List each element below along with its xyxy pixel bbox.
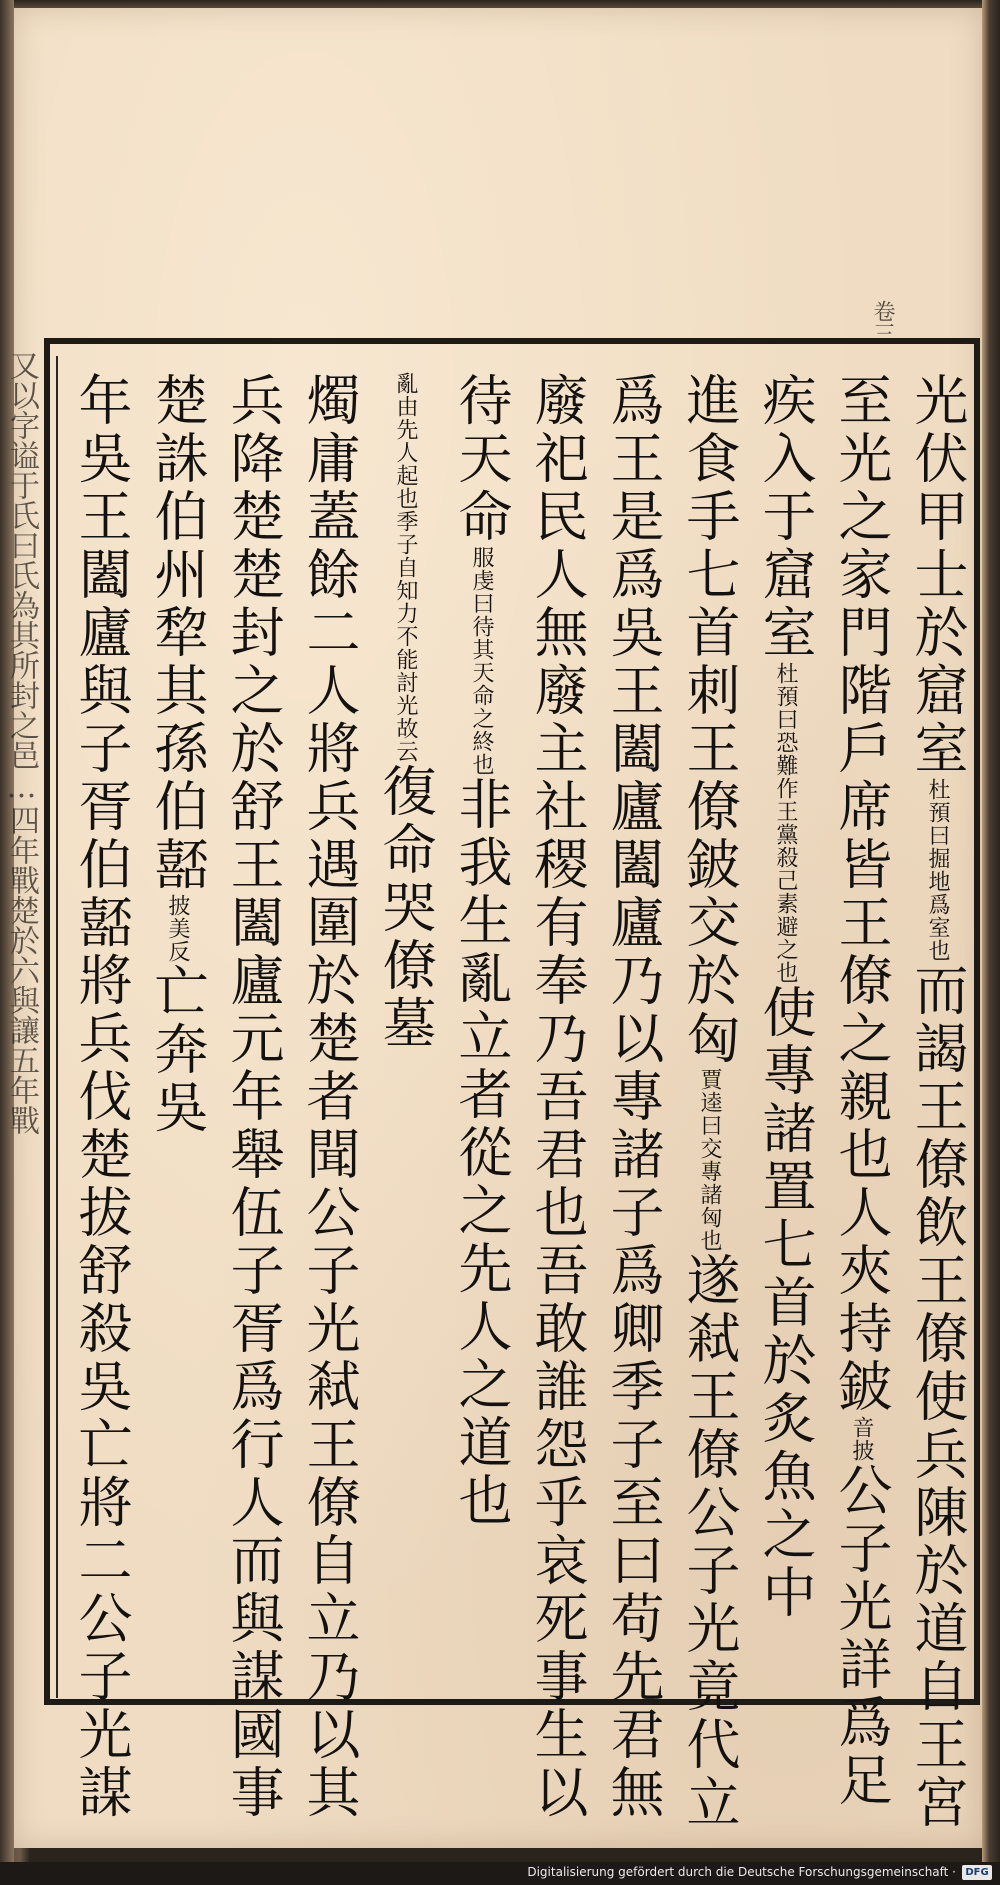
- text-column-12: [64, 372, 138, 1822]
- column-main-text: 進食手七首刺王僚鈹交於匈: [678, 372, 741, 1068]
- column-main-text: 光伏甲士於窟室: [906, 372, 969, 778]
- column-main-text: 兵降楚楚封之於舒王闔廬元年舉伍子胥爲行人而與謀國事: [222, 372, 285, 1822]
- column-main-text-continued: 公子光詳爲足: [830, 1462, 893, 1810]
- text-column-6: [520, 372, 594, 1822]
- column-main-text: 至光之家門階戶席皆王僚之親也人夾持鈹: [830, 372, 893, 1416]
- column-main-text: 年吳王闔廬與子胥伯嚭將兵伐楚拔舒殺吳亡將二公子光謀: [70, 372, 133, 1822]
- column-main-text: 疾入于窟室: [754, 372, 817, 662]
- column-main-text: 楚誅伯州犂其孫伯嚭: [146, 372, 209, 894]
- column-annotation: 披美反: [165, 894, 190, 963]
- column-annotation: 杜預曰恐難作王黨殺己素避之也: [773, 662, 798, 984]
- left-margin-text: 又以字谥于氏曰氏為其所封之邑…四年戰楚於六與讓五年戰: [4, 350, 39, 1135]
- column-annotation: 音披: [849, 1416, 874, 1462]
- column-main-text: 燭庸蓋餘二人將兵遇圍於楚者聞公子光弒王僚自立乃以其: [298, 372, 361, 1822]
- column-annotation: 亂由先人起也季子自知力不能討光故云: [393, 372, 418, 763]
- column-main-text: 廢祀民人無廢主社稷有奉乃吾君也吾敢誰怨乎哀死事生以: [526, 372, 589, 1822]
- column-main-text-continued: 亡奔吳: [146, 963, 209, 1137]
- column-annotation: 杜預曰掘地爲室也: [925, 778, 950, 962]
- text-column-11: [140, 372, 214, 1702]
- column-main-text-continued: 非我生亂立者從之先人之道也: [450, 776, 513, 1530]
- column-main-text: 爲王是爲吳王闔廬闔廬乃以專諸子爲卿季子至曰苟先君無: [602, 372, 665, 1822]
- column-main-text-continued: 使專諸置七首於炙魚之中: [754, 984, 817, 1622]
- column-annotation: 服虔曰待其天命之終也: [469, 546, 494, 776]
- text-column-4: [672, 372, 746, 1832]
- footer-credit: Digitalisierung gefördert durch die Deutsche Forschungsgemeinschaft ·: [527, 1865, 956, 1879]
- column-main-text-continued: 復命哭僚墓: [374, 763, 437, 1053]
- column-main-text-continued: 遂弒王僚公子光竟代立: [678, 1252, 741, 1832]
- text-column-7: [444, 372, 518, 1702]
- text-column-3: [748, 372, 822, 1702]
- column-main-text: 待天命: [450, 372, 513, 546]
- text-columns: [62, 372, 974, 1832]
- column-main-text-continued: 而謁王僚飲王僚使兵陳於道自王宮: [906, 962, 969, 1832]
- text-column-5: [596, 372, 670, 1822]
- text-column-10: [216, 372, 290, 1822]
- dfg-logo: DFG: [962, 1865, 992, 1880]
- page-edge: [982, 0, 1000, 1885]
- text-column-9: [292, 372, 366, 1822]
- chapter-mark: 卷三: [870, 300, 895, 344]
- text-column-8: [368, 372, 442, 1702]
- text-column-2: [824, 372, 898, 1810]
- text-column-1: [900, 372, 974, 1832]
- column-annotation: 賈逵曰交專諸匈也: [697, 1068, 722, 1252]
